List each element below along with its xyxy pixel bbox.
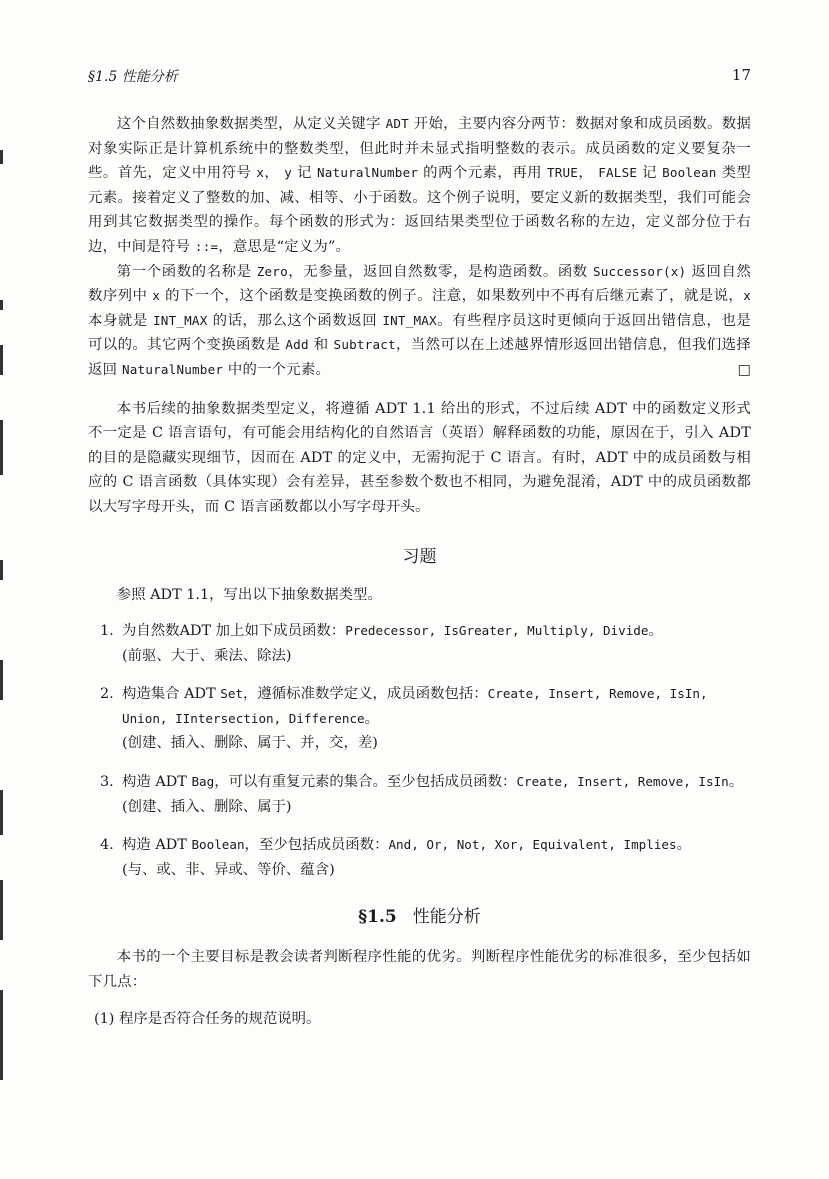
paragraph-zero-successor: [88, 260, 751, 383]
binding-mark: [0, 420, 3, 475]
exercise-text: 构造集合 ADT Set，遵循标准数学定义，成员函数包括：Create, Insert, Remove, IsIn, Union, IIntersection, Difference。: [122, 686, 708, 727]
exercise-item: [88, 833, 751, 882]
inline-code: Boolean: [662, 165, 717, 181]
inline-code: NaturalNumber: [316, 165, 419, 181]
inline-code: Bag: [191, 774, 215, 790]
criteria-item: (1) 程序是否符合任务的规范说明。: [94, 1010, 321, 1027]
inline-code: Create, Insert, Remove, IsIn: [516, 774, 729, 790]
inline-code: TRUE: [546, 165, 579, 181]
inline-code: FALSE: [598, 165, 638, 181]
inline-code: NaturalNumber: [121, 361, 224, 377]
inline-code: And, Or, Not, Xor, Equivalent, Implies: [388, 837, 677, 853]
exercise-hint: (前驱、大于、乘法、除法): [122, 647, 292, 664]
exercise-item: [88, 770, 751, 819]
exercise-text: 构造 ADT Boolean，至少包括成员函数：And, Or, Not, Xor, Equivalent, Implies。: [122, 837, 691, 854]
section-heading: [88, 902, 751, 927]
binding-mark: [0, 560, 3, 580]
inline-code: Subtract: [333, 337, 396, 353]
qed-box: □: [737, 361, 751, 378]
inline-code: Add: [285, 337, 309, 353]
inline-code: Successor(x): [592, 263, 687, 279]
exercise-number: 2.: [100, 686, 114, 703]
exercises-lead: 参照 ADT 1.1，写出以下抽象数据类型。: [116, 586, 382, 603]
inline-code: INT_MAX: [382, 312, 437, 328]
exercise-list: [88, 619, 751, 882]
binding-mark: [0, 660, 3, 700]
binding-mark: [0, 345, 3, 375]
inline-code: y: [284, 165, 293, 181]
inline-code: x: [256, 165, 265, 181]
inline-code: Predecessor, IsGreater, Multiply, Divide: [345, 623, 649, 639]
exercise-number: 1.: [100, 623, 114, 640]
exercises-heading: 习题: [402, 546, 437, 567]
inline-code: ADT: [385, 116, 409, 131]
paragraph-performance-intro: 本书的一个主要目标是教会读者判断程序性能的优劣。判断程序性能优劣的标准很多，至少包括如下几点：: [88, 949, 751, 991]
exercise-number: 4.: [100, 837, 114, 854]
section-title: 性能分析: [412, 907, 481, 928]
exercise-hint: (与、或、非、异或、等价、蕴含): [122, 861, 335, 878]
binding-mark: [0, 790, 3, 835]
exercise-number: 3.: [100, 774, 114, 791]
inline-code: INT_MAX: [153, 312, 208, 328]
inline-code: Set: [220, 686, 243, 702]
page-body: [88, 112, 751, 1031]
binding-mark: [0, 880, 3, 940]
page-number: 17: [731, 66, 751, 84]
exercise-item: [88, 619, 751, 668]
paragraph-adt-conventions: 本书后续的抽象数据类型定义，将遵循 ADT 1.1 给出的形式，不过后续 ADT 中的函数定义形式不一定是 C 语言语句，有可能会用结构化的自然语言（英语）解释函数的功能，原因在于，引入 ADT 的目的是隐藏实现细节，因而在 ADT 的定义中，无需拘泥于 C 语言。有时，ADT 中的成员函数与相应的 C 语言函数（具体实现）会有差异，甚至参数个数也不相同，为避免混淆，ADT 中的成员函数都以大写字母开头，而 C 语言函数都以小写字母开头。: [88, 400, 751, 515]
running-header-section: §1.5 性能分析: [88, 69, 178, 85]
binding-mark: [0, 990, 3, 1080]
inline-code: x: [743, 288, 752, 304]
binding-mark: [0, 150, 3, 164]
inline-code: ::=: [194, 238, 219, 254]
exercise-text: 为自然数ADT 加上如下成员函数：Predecessor, IsGreater, Multiply, Divide。: [122, 623, 663, 640]
inline-code: Boolean: [191, 837, 245, 853]
section-number: §1.5: [358, 907, 397, 928]
exercise-item: [88, 682, 751, 756]
running-header: [88, 66, 751, 88]
binding-mark: [0, 300, 3, 310]
inline-code: x: [152, 288, 161, 304]
paragraph-zero-successor-text: 第一个函数的名称是 Zero，无参量，返回自然数零，是构造函数。函数 Successor(x) 返回自然数序列中 x 的下一个，这个函数是变换函数的例子。注意，如果数列中不再有后继元素了，就是说，x 本身就是 INT_MAX 的话，那么这个函数返回 INT_MAX。有些程序员这时更倾向于返回出错信息，也是可以的。其它两个变换函数是 Add 和 Subtract，当然可以在上述越界情形返回出错信息，但我们选择返回 NaturalNumber 中的一个元素。: [88, 263, 752, 378]
exercise-hint: (创建、插入、删除、属于): [122, 798, 292, 815]
exercise-text: 构造 ADT Bag，可以有重复元素的集合。至少包括成员函数：Create, Insert, Remove, IsIn。: [122, 774, 744, 791]
inline-code: Create, Insert, Remove, IsIn, Union, IIntersection, Difference: [122, 686, 708, 726]
paragraph-adt-explanation: 这个自然数抽象数据类型，从定义关键字 ADT 开始，主要内容分两节：数据对象和成员函数。数据对象实际正是计算机系统中的整数类型，但此时并未显式指明整数的表示。成员函数的定义要复杂一些。首先，定义中用符号 x， y 记 NaturalNumber 的两个元素，再用 TRUE， FALSE 记 Boolean 类型元素。接着定义了整数的加、减、相等、小于函数。这个例子说明，要定义新的数据类型，我们可能会用到其它数据类型的操作。每个函数的形式为：返回结果类型位于函数名称的左边，定义部分位于右边，中间是符号 ::=，意思是“定义为”。: [88, 116, 752, 255]
exercise-hint: (创建、插入、删除、属于、并，交，差): [122, 735, 378, 752]
inline-code: Zero: [256, 263, 288, 279]
